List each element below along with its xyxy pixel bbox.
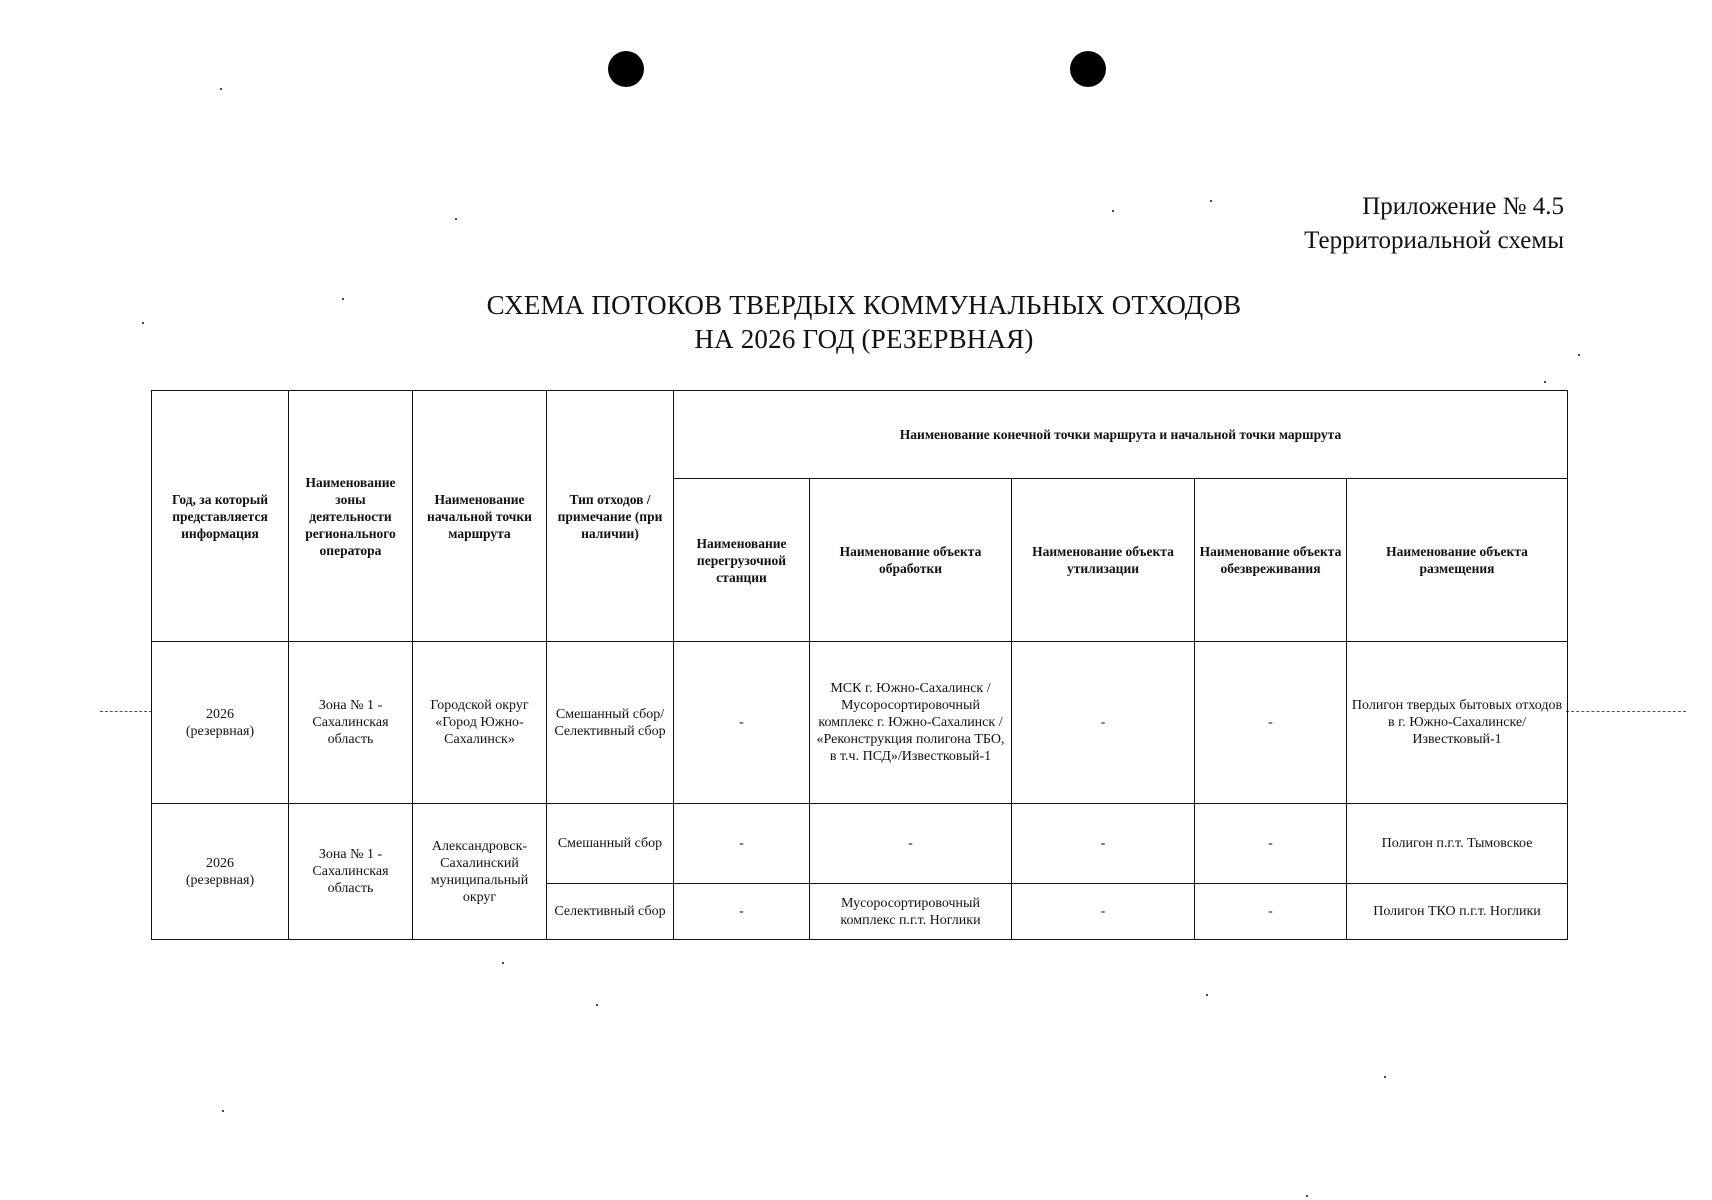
scan-speck — [142, 322, 144, 324]
scan-speck — [1306, 1195, 1308, 1197]
cell-neutralization-facility: - — [1195, 642, 1347, 804]
scan-speck — [1112, 210, 1114, 212]
scan-speck — [220, 88, 222, 90]
cell-placement-facility: Полигон ТКО п.г.т. Ноглики — [1347, 884, 1568, 940]
header-utilization-facility: Наименование объекта утилизации — [1012, 479, 1195, 642]
punch-hole-right — [1070, 51, 1106, 87]
header-transfer-station: Наименование перегрузочной станции — [674, 479, 810, 642]
appendix-number: Приложение № 4.5 — [1362, 193, 1564, 220]
cell-placement-facility: Полигон твердых бытовых отходов в г. Южно-Сахалинске/Известковый-1 — [1347, 642, 1568, 804]
cell-waste-type: Смешанный сбор/ Селективный сбор — [547, 642, 674, 804]
scan-cut-line-left — [100, 711, 152, 713]
cell-zone: Зона № 1 - Сахалинская область — [289, 642, 413, 804]
table-row — [152, 642, 1568, 804]
title-line-2: НА 2026 ГОД (РЕЗЕРВНАЯ) — [694, 324, 1034, 354]
year-note: (резервная) — [185, 723, 255, 739]
punch-hole-left — [608, 51, 644, 87]
cell-waste-type: Смешанный сбор — [547, 804, 674, 884]
scan-speck — [1206, 994, 1208, 996]
cell-processing-facility: Мусоросортировочный комплекс п.г.т. Ноглики — [810, 884, 1012, 940]
scan-speck — [1544, 381, 1546, 383]
year-value: 2026 — [206, 855, 234, 871]
header-processing-facility: Наименование объекта обработки — [810, 479, 1012, 642]
header-neutralization-facility: Наименование объекта обезвреживания — [1195, 479, 1347, 642]
table-row — [152, 804, 1568, 884]
header-waste-type: Тип отходов / примечание (при наличии) — [547, 391, 674, 642]
cell-zone: Зона № 1 - Сахалинская область — [289, 804, 413, 940]
title-line-1: СХЕМА ПОТОКОВ ТВЕРДЫХ КОММУНАЛЬНЫХ ОТХОДОВ — [486, 290, 1242, 320]
scan-speck — [342, 298, 344, 300]
year-note: (резервная) — [185, 872, 255, 888]
scan-speck — [502, 962, 504, 964]
appendix-note — [1304, 190, 1564, 258]
cell-neutralization-facility: - — [1195, 804, 1347, 884]
cell-utilization-facility: - — [1012, 884, 1195, 940]
cell-utilization-facility: - — [1012, 804, 1195, 884]
cell-processing-facility: - — [810, 804, 1012, 884]
cell-start-point: Городской округ «Город Южно-Сахалинск» — [413, 642, 547, 804]
scan-speck — [1210, 200, 1212, 202]
year-value: 2026 — [206, 706, 234, 722]
cell-processing-facility: МСК г. Южно-Сахалинск / Мусоросортировочный комплекс г. Южно-Сахалинск / «Реконструкция полигона ТБО, в т.ч. ПСД»/Известковый-1 — [810, 642, 1012, 804]
scan-cut-line-right — [1566, 711, 1686, 713]
cell-neutralization-facility: - — [1195, 884, 1347, 940]
header-row-1 — [152, 391, 1568, 479]
scan-speck — [596, 1004, 598, 1006]
cell-waste-type: Селективный сбор — [547, 884, 674, 940]
scan-speck — [455, 218, 457, 220]
cell-start-point: Александровск-Сахалинский муниципальный округ — [413, 804, 547, 940]
appendix-scheme: Территориальной схемы — [1304, 227, 1564, 254]
document-title — [0, 288, 1712, 356]
header-year: Год, за который представляется информация — [152, 391, 289, 642]
scan-speck — [222, 1110, 224, 1112]
scan-speck — [1578, 354, 1580, 356]
cell-utilization-facility: - — [1012, 642, 1195, 804]
header-start-point: Наименование начальной точки маршрута — [413, 391, 547, 642]
cell-transfer-station: - — [674, 804, 810, 884]
cell-transfer-station: - — [674, 642, 810, 804]
waste-flow-table — [151, 390, 1568, 940]
header-placement-facility: Наименование объекта размещения — [1347, 479, 1568, 642]
cell-year — [152, 804, 289, 940]
header-zone: Наименование зоны деятельности регионального оператора — [289, 391, 413, 642]
header-route-points-group: Наименование конечной точки маршрута и начальной точки маршрута — [674, 391, 1568, 479]
cell-transfer-station: - — [674, 884, 810, 940]
scan-speck — [1384, 1076, 1386, 1078]
cell-year — [152, 642, 289, 804]
cell-placement-facility: Полигон п.г.т. Тымовское — [1347, 804, 1568, 884]
